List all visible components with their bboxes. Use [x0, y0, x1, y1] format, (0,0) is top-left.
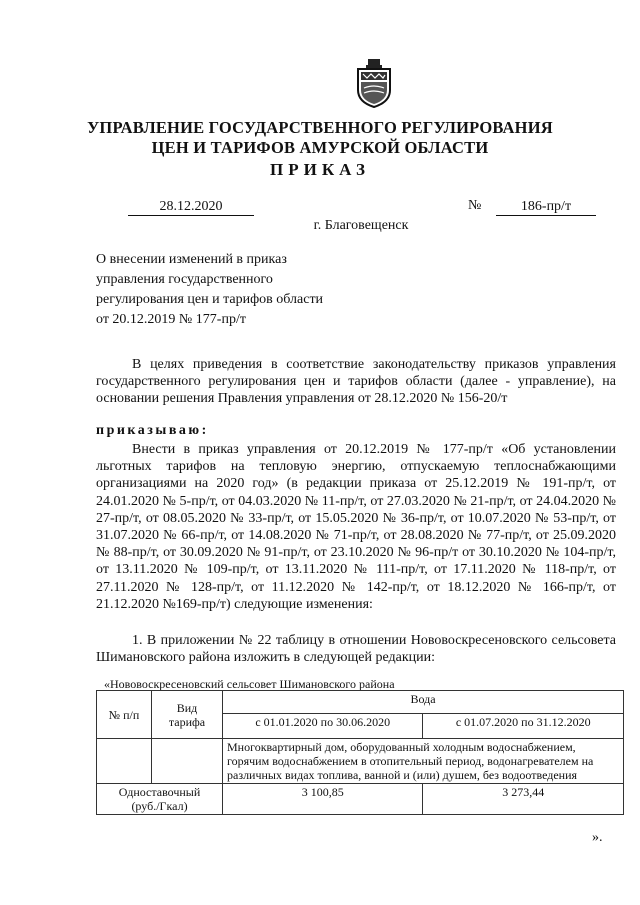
- tariff-label-line2: (руб./Гкал): [131, 799, 188, 813]
- subject-line: О внесении изменений в приказ: [96, 252, 287, 267]
- item-1-paragraph: 1. В приложении № 22 таблицу в отношении Нововоскресеновского сельсовета Шимановского района изложить в следующей редакции:: [96, 633, 616, 666]
- amendment-paragraph: Внести в приказ управления от 20.12.2019 № 177-пр/т «Об установлении льготных тарифов на тепловую энергию, отпускаемую теплоснабжающими организациями на 2020 год» (в редакции приказа от 25.12.2019 № 191-пр/т, от 24.01.2020 № 5-пр/т, от 04.03.2020 № 11-пр/т, от 27.03.2020 № 21-пр/т, от 24.04.2020 № 27-пр/т, от 08.05.2020 № 33-пр/т, от 15.05.2020 № 36-пр/т, от 10.07.2020 № 53-пр/т, от 31.07.2020 № 66-пр/т, от 14.08.2020 № 71-пр/т, от 28.08.2020 № 77-пр/т, от 25.09.2020 № 88-пр/т, от 30.09.2020 № 91-пр/т, от 23.10.2020 № 96-пр/т от 30.10.2020 № 104-пр/т, от 13.11.2020 № 109-пр/т, от 13.11.2020 № 111-пр/т, от 17.11.2020 № 118-пр/т, от 27.11.2020 № 128-пр/т, от 11.12.2020 № 142-пр/т, от 18.12.2020 № 166-пр/т, от 21.12.2020 №169-пр/т) следующие изменения:: [96, 442, 616, 612]
- header-cell-number: № п/п: [97, 691, 152, 739]
- table-cell-description: Многоквартирный дом, оборудованный холодным водоснабжением, горячим водоснабжением в отопительный период, водонагревателем на различных видах топлива, ванной и (или) душем, без водоотведения: [223, 739, 624, 784]
- number-sign: №: [468, 198, 482, 213]
- header-type-line2: тарифа: [168, 714, 206, 729]
- table-cell-value1: 3 100,85: [223, 784, 423, 815]
- header-cell-type: [152, 691, 223, 739]
- order-date: 28.12.2020: [128, 198, 254, 216]
- table-cell-empty: [97, 739, 152, 784]
- subject-line: от 20.12.2019 № 177-пр/т: [96, 312, 246, 327]
- table-cell-tariff-label: [97, 784, 223, 815]
- header-cell-period2: с 01.07.2020 по 31.12.2020: [423, 714, 624, 739]
- closing-quote: ».: [592, 830, 603, 845]
- order-subject: [96, 250, 416, 330]
- table-cell-value2: 3 273,44: [423, 784, 624, 815]
- order-keyword: приказываю:: [96, 423, 209, 438]
- org-name-line2: ЦЕН И ТАРИФОВ АМУРСКОЙ ОБЛАСТИ: [151, 138, 489, 157]
- city: г. Благовещенск: [313, 218, 409, 233]
- tariff-label-line1: Одноставочный: [118, 785, 201, 799]
- coat-of-arms-icon: [354, 58, 394, 108]
- header-type-line1: Вид: [176, 700, 198, 715]
- table-caption: «Нововоскресеновский сельсовет Шимановского района: [104, 677, 395, 691]
- document-type-title: ПРИКАЗ: [270, 160, 370, 179]
- subject-line: управления государственного: [96, 272, 273, 287]
- subject-line: регулирования цен и тарифов области: [96, 292, 324, 307]
- order-number: 186-пр/т: [496, 198, 596, 216]
- preamble-paragraph: В целях приведения в соответствие законодательству приказов управления государственного регулирования цен и тарифов области (далее - управление), на основании решения Правления управления от 28.12.2020 № 156-20/т: [96, 357, 616, 407]
- header-cell-water: Вода: [223, 691, 624, 714]
- tariff-table: [96, 690, 624, 815]
- table-cell-empty: [152, 739, 223, 784]
- org-name-line1: УПРАВЛЕНИЕ ГОСУДАРСТВЕННОГО РЕГУЛИРОВАНИЯ: [87, 118, 553, 137]
- header-cell-period1: с 01.01.2020 по 30.06.2020: [223, 714, 423, 739]
